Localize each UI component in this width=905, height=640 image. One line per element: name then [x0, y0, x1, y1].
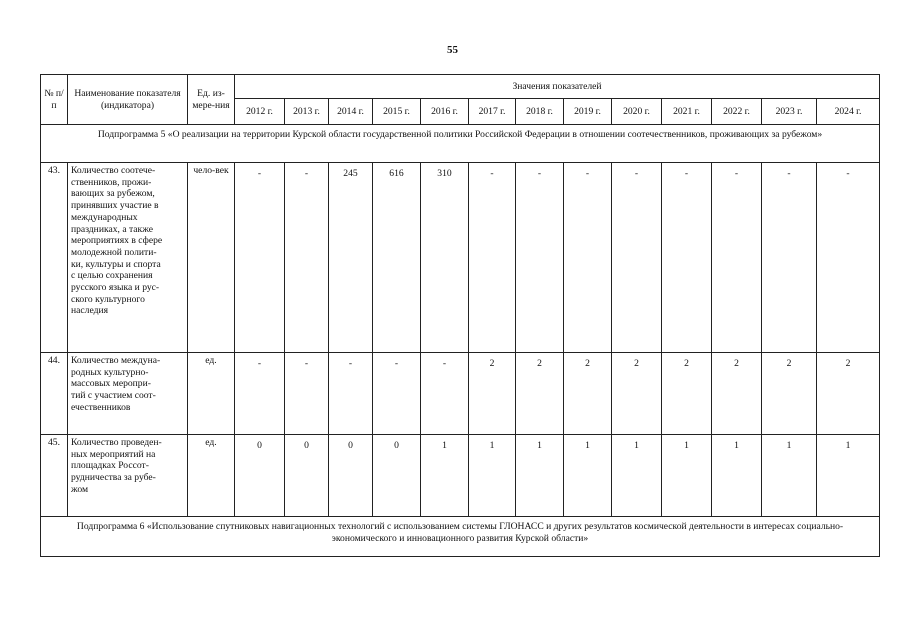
value-cell: 1 [712, 435, 762, 517]
indicator-name-line: Количество междуна- [71, 355, 161, 366]
value-cell: 1 [564, 435, 612, 517]
value-cell: 1 [516, 435, 564, 517]
row-number: 45. [41, 435, 68, 517]
value-cell: - [662, 163, 712, 353]
value-cell: 2 [662, 353, 712, 435]
value-cell: 0 [285, 435, 329, 517]
year-header: 2015 г. [373, 99, 421, 125]
unit-cell: чело-век [188, 163, 235, 353]
value-cell: - [329, 353, 373, 435]
indicator-name [68, 435, 188, 517]
value-cell: - [235, 163, 285, 353]
table-row [41, 435, 880, 517]
year-header: 2014 г. [329, 99, 373, 125]
indicator-name-line: ственников, прожи- [71, 176, 152, 188]
year-header: 2012 г. [235, 99, 285, 125]
value-cell: 2 [612, 353, 662, 435]
indicator-name-line: рудничества за рубе- [71, 472, 156, 484]
value-cell: 1 [469, 435, 516, 517]
value-cell: - [373, 353, 421, 435]
value-cell: 245 [329, 163, 373, 353]
value-cell: - [421, 353, 469, 435]
indicator-name-line: наследия [71, 305, 108, 317]
indicator-name-line: Количество проведен- [71, 437, 162, 448]
value-cell: 0 [235, 435, 285, 517]
indicator-name-line: ки, культуры и спорта [71, 258, 161, 270]
indicator-name-line: ечественников [71, 401, 131, 413]
indicator-name-line: площадках Россот- [71, 460, 149, 472]
indicator-name-line: массовых меропри- [71, 378, 151, 390]
value-cell: - [516, 163, 564, 353]
indicator-name-line: вающих за рубежом, [71, 188, 155, 200]
indicator-name-line: праздниках, а также [71, 223, 153, 235]
value-cell: - [469, 163, 516, 353]
value-cell: 2 [516, 353, 564, 435]
indicator-name-line: жом [71, 483, 89, 495]
year-header: 2013 г. [285, 99, 329, 125]
value-cell: 1 [762, 435, 817, 517]
value-cell: 2 [564, 353, 612, 435]
row-number: 44. [41, 353, 68, 435]
indicator-name-line: ского культурного [71, 293, 145, 305]
indicator-name-line: русского языка и рус- [71, 282, 160, 294]
subprogram-6-title: Подпрограмма 6 «Использование спутниковых навигационных технологий с использованием системы ГЛОНАСС и других результатов космической деятельности в интересах социально-экономического и инновационного развития Курской области» [41, 517, 880, 557]
indicator-name-line: мероприятиях в сфере [71, 235, 163, 247]
value-cell: 0 [373, 435, 421, 517]
subprogram-5-title: Подпрограмма 5 «О реализации на территории Курской области государственной политики Российской Федерации в отношении соотечественников, проживающих за рубежом» [41, 125, 880, 163]
indicator-name [68, 353, 188, 435]
year-header: 2023 г. [762, 99, 817, 125]
value-cell: 2 [712, 353, 762, 435]
header-num: № п/п [41, 75, 68, 125]
value-cell: - [712, 163, 762, 353]
value-cell: 0 [329, 435, 373, 517]
value-cell: - [762, 163, 817, 353]
value-cell: 310 [421, 163, 469, 353]
indicator-name-line: родных культурно- [71, 366, 149, 378]
table-row [41, 163, 880, 353]
value-cell: 2 [762, 353, 817, 435]
header-name: Наименование показателя (индикатора) [68, 75, 188, 125]
indicator-name-line: тий с участием соот- [71, 390, 156, 402]
indicator-name-line: принявших участие в [71, 200, 159, 212]
year-header: 2017 г. [469, 99, 516, 125]
page-number: 55 [447, 44, 458, 56]
indicators-table [40, 74, 880, 557]
value-cell: - [612, 163, 662, 353]
value-cell: 1 [817, 435, 880, 517]
indicator-name-line: международных [71, 211, 138, 223]
year-header: 2024 г. [817, 99, 880, 125]
indicator-name-line: с целью сохранения [71, 270, 153, 282]
year-header: 2016 г. [421, 99, 469, 125]
year-header: 2019 г. [564, 99, 612, 125]
year-header: 2021 г. [662, 99, 712, 125]
value-cell: 2 [817, 353, 880, 435]
header-values: Значения показателей [235, 75, 880, 99]
value-cell: 616 [373, 163, 421, 353]
indicator-name-line: молодежной полити- [71, 246, 157, 258]
value-cell: 1 [612, 435, 662, 517]
header-unit: Ед. из-мере-ния [188, 75, 235, 125]
indicator-name-line: Количество соотече- [71, 165, 156, 176]
value-cell: - [235, 353, 285, 435]
year-header: 2018 г. [516, 99, 564, 125]
row-number: 43. [41, 163, 68, 353]
value-cell: - [285, 353, 329, 435]
table-row [41, 353, 880, 435]
value-cell: - [564, 163, 612, 353]
value-cell: 2 [469, 353, 516, 435]
value-cell: - [817, 163, 880, 353]
year-header: 2020 г. [612, 99, 662, 125]
value-cell: - [285, 163, 329, 353]
year-header: 2022 г. [712, 99, 762, 125]
indicator-name [68, 163, 188, 353]
unit-cell: ед. [188, 435, 235, 517]
value-cell: 1 [662, 435, 712, 517]
unit-cell: ед. [188, 353, 235, 435]
value-cell: 1 [421, 435, 469, 517]
indicator-name-line: ных мероприятий на [71, 448, 156, 460]
